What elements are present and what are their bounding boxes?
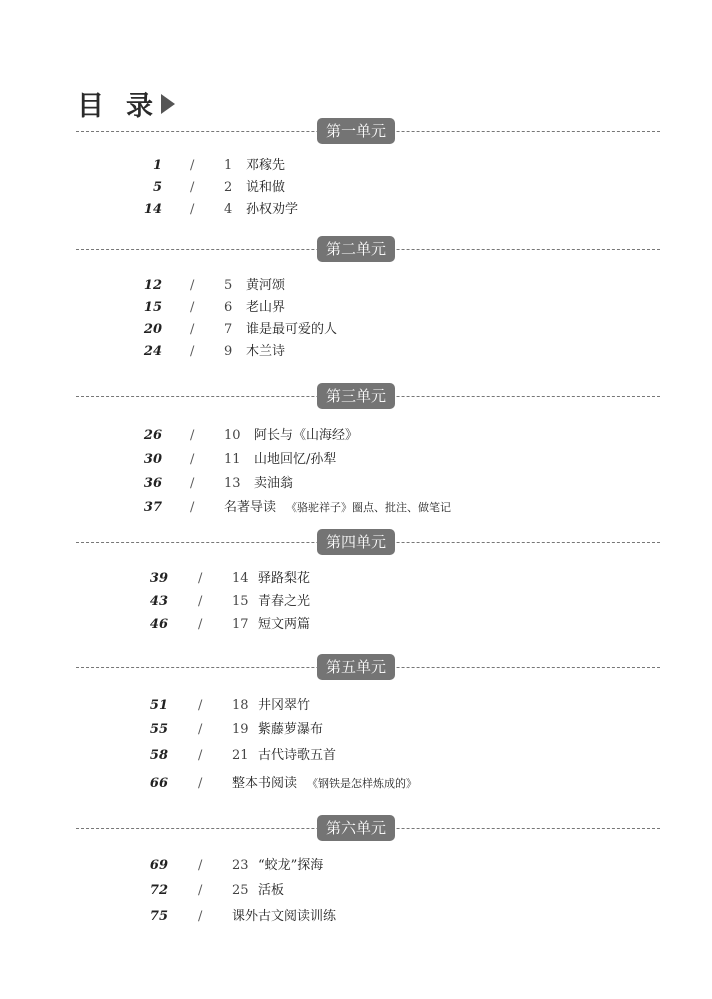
unit-section-5 [0,654,712,797]
lesson-number: 9 [224,344,233,359]
separator: / [198,883,203,898]
unit-section-4 [0,529,712,637]
page-number: 55 [149,722,168,737]
section-subtitle: 《骆驼祥子》圈点、批注、做笔记 [286,501,452,514]
lesson-number: 13 [224,476,241,491]
page-number: 46 [149,617,168,632]
section-subtitle: 《钢铁是怎样炼成的》 [307,777,418,790]
page-number: 5 [152,180,162,195]
lesson-title: 驿路梨花 [258,571,311,586]
toc-entry[interactable] [0,199,712,221]
lesson-title: 山地回忆/孙犁 [254,452,337,467]
separator: / [198,617,203,632]
unit-badge: 第四单元 [317,529,395,555]
lesson-number: 17 [232,617,249,632]
toc-entry[interactable] [0,695,712,719]
separator: / [190,428,195,443]
separator: / [198,909,203,924]
separator: / [190,476,195,491]
lesson-title: 阿长与《山海经》 [254,428,359,443]
separator: / [190,322,195,337]
lesson-number: 15 [232,594,249,609]
lesson-title: 老山界 [246,300,286,315]
page-number: 26 [143,428,162,443]
page-number: 39 [149,571,168,586]
page-number: 69 [149,858,168,873]
separator: / [198,571,203,586]
toc-entry[interactable] [0,319,712,341]
page-number: 37 [143,500,162,515]
lesson-number: 21 [232,748,249,763]
toc-entry[interactable] [0,473,712,497]
page-number: 43 [149,594,168,609]
play-arrow-icon [161,94,175,114]
toc-entry[interactable] [0,591,712,614]
lesson-title: 邓稼先 [246,158,286,173]
toc-title-char-2: 录 [126,91,153,122]
toc-entry[interactable] [0,341,712,363]
page-number: 51 [149,698,168,713]
separator: / [190,300,195,315]
lesson-title: 紫藤萝瀑布 [258,722,324,737]
lesson-title: 井冈翠竹 [258,698,311,713]
lesson-number: 7 [224,322,233,337]
lesson-title: 古代诗歌五首 [258,748,337,763]
toc-entry[interactable] [0,906,712,930]
unit-badge: 第五单元 [317,654,395,680]
toc-entry[interactable] [0,773,712,797]
page-number: 66 [149,776,168,791]
section-label-text: 整本书阅读 [232,776,298,791]
lesson-title: 活板 [258,883,285,898]
toc-entry[interactable] [0,719,712,745]
lesson-number: 23 [232,858,249,873]
unit-section-2 [0,236,712,363]
page-number: 12 [143,278,162,293]
lesson-number: 4 [224,202,233,217]
separator: / [198,858,203,873]
lesson-title: 说和做 [246,180,286,195]
lesson-number: 10 [224,428,241,443]
toc-entry[interactable] [0,155,712,177]
toc-entry[interactable] [0,177,712,199]
separator: / [198,722,203,737]
lesson-number: 14 [232,571,249,586]
lesson-title: 卖油翁 [254,476,294,491]
separator: / [198,748,203,763]
lesson-number: 11 [224,452,241,467]
toc-entry[interactable] [0,880,712,906]
toc-entry[interactable] [0,855,712,880]
separator: / [190,180,195,195]
unit-badge: 第六单元 [317,815,395,841]
toc-entry[interactable] [0,614,712,637]
separator: / [198,698,203,713]
page-number: 58 [149,748,168,763]
lesson-title: 青春之光 [258,594,311,609]
lesson-number: 19 [232,722,249,737]
lesson-title: 谁是最可爱的人 [246,322,338,337]
lesson-title: 木兰诗 [246,344,286,359]
toc-title-char-1: 目 [77,91,104,122]
unit-badge: 第一单元 [317,118,395,144]
lesson-number: 1 [224,158,233,173]
unit-section-1 [0,118,712,221]
toc-entry[interactable] [0,275,712,297]
page-number: 24 [143,344,162,359]
lesson-number: 2 [224,180,233,195]
separator: / [190,344,195,359]
separator: / [190,202,195,217]
section-label [224,497,451,519]
page-number: 36 [143,476,162,491]
separator: / [190,278,195,293]
section-label-text: 名著导读 [224,500,277,515]
lesson-title: 短文两篇 [258,617,311,632]
page-number: 75 [149,909,168,924]
page-number: 15 [143,300,162,315]
separator: / [198,776,203,791]
page-number: 20 [143,322,162,337]
toc-entry[interactable] [0,449,712,473]
lesson-number: 25 [232,883,249,898]
lesson-number: 18 [232,698,249,713]
unit-section-3 [0,383,712,521]
lesson-title: 孙权劝学 [246,202,299,217]
unit-badge: 第二单元 [317,236,395,262]
unit-badge: 第三单元 [317,383,395,409]
toc-entry[interactable] [0,745,712,773]
lesson-number: 5 [224,278,233,293]
page-number: 30 [143,452,162,467]
unit-section-6 [0,815,712,930]
separator: / [190,500,195,515]
section-label: 课外古文阅读训练 [232,909,337,924]
separator: / [190,158,195,173]
lesson-title: 黄河颂 [246,278,286,293]
lesson-title: “蛟龙”探海 [258,858,324,873]
toc-entry[interactable] [0,425,712,449]
page-number: 14 [143,202,162,217]
separator: / [198,594,203,609]
toc-entry[interactable] [0,297,712,319]
separator: / [190,452,195,467]
lesson-number: 6 [224,300,233,315]
page-number: 72 [149,883,168,898]
toc-entry[interactable] [0,568,712,591]
section-label [232,773,417,795]
page-number: 1 [152,158,162,173]
toc-entry[interactable] [0,497,712,521]
